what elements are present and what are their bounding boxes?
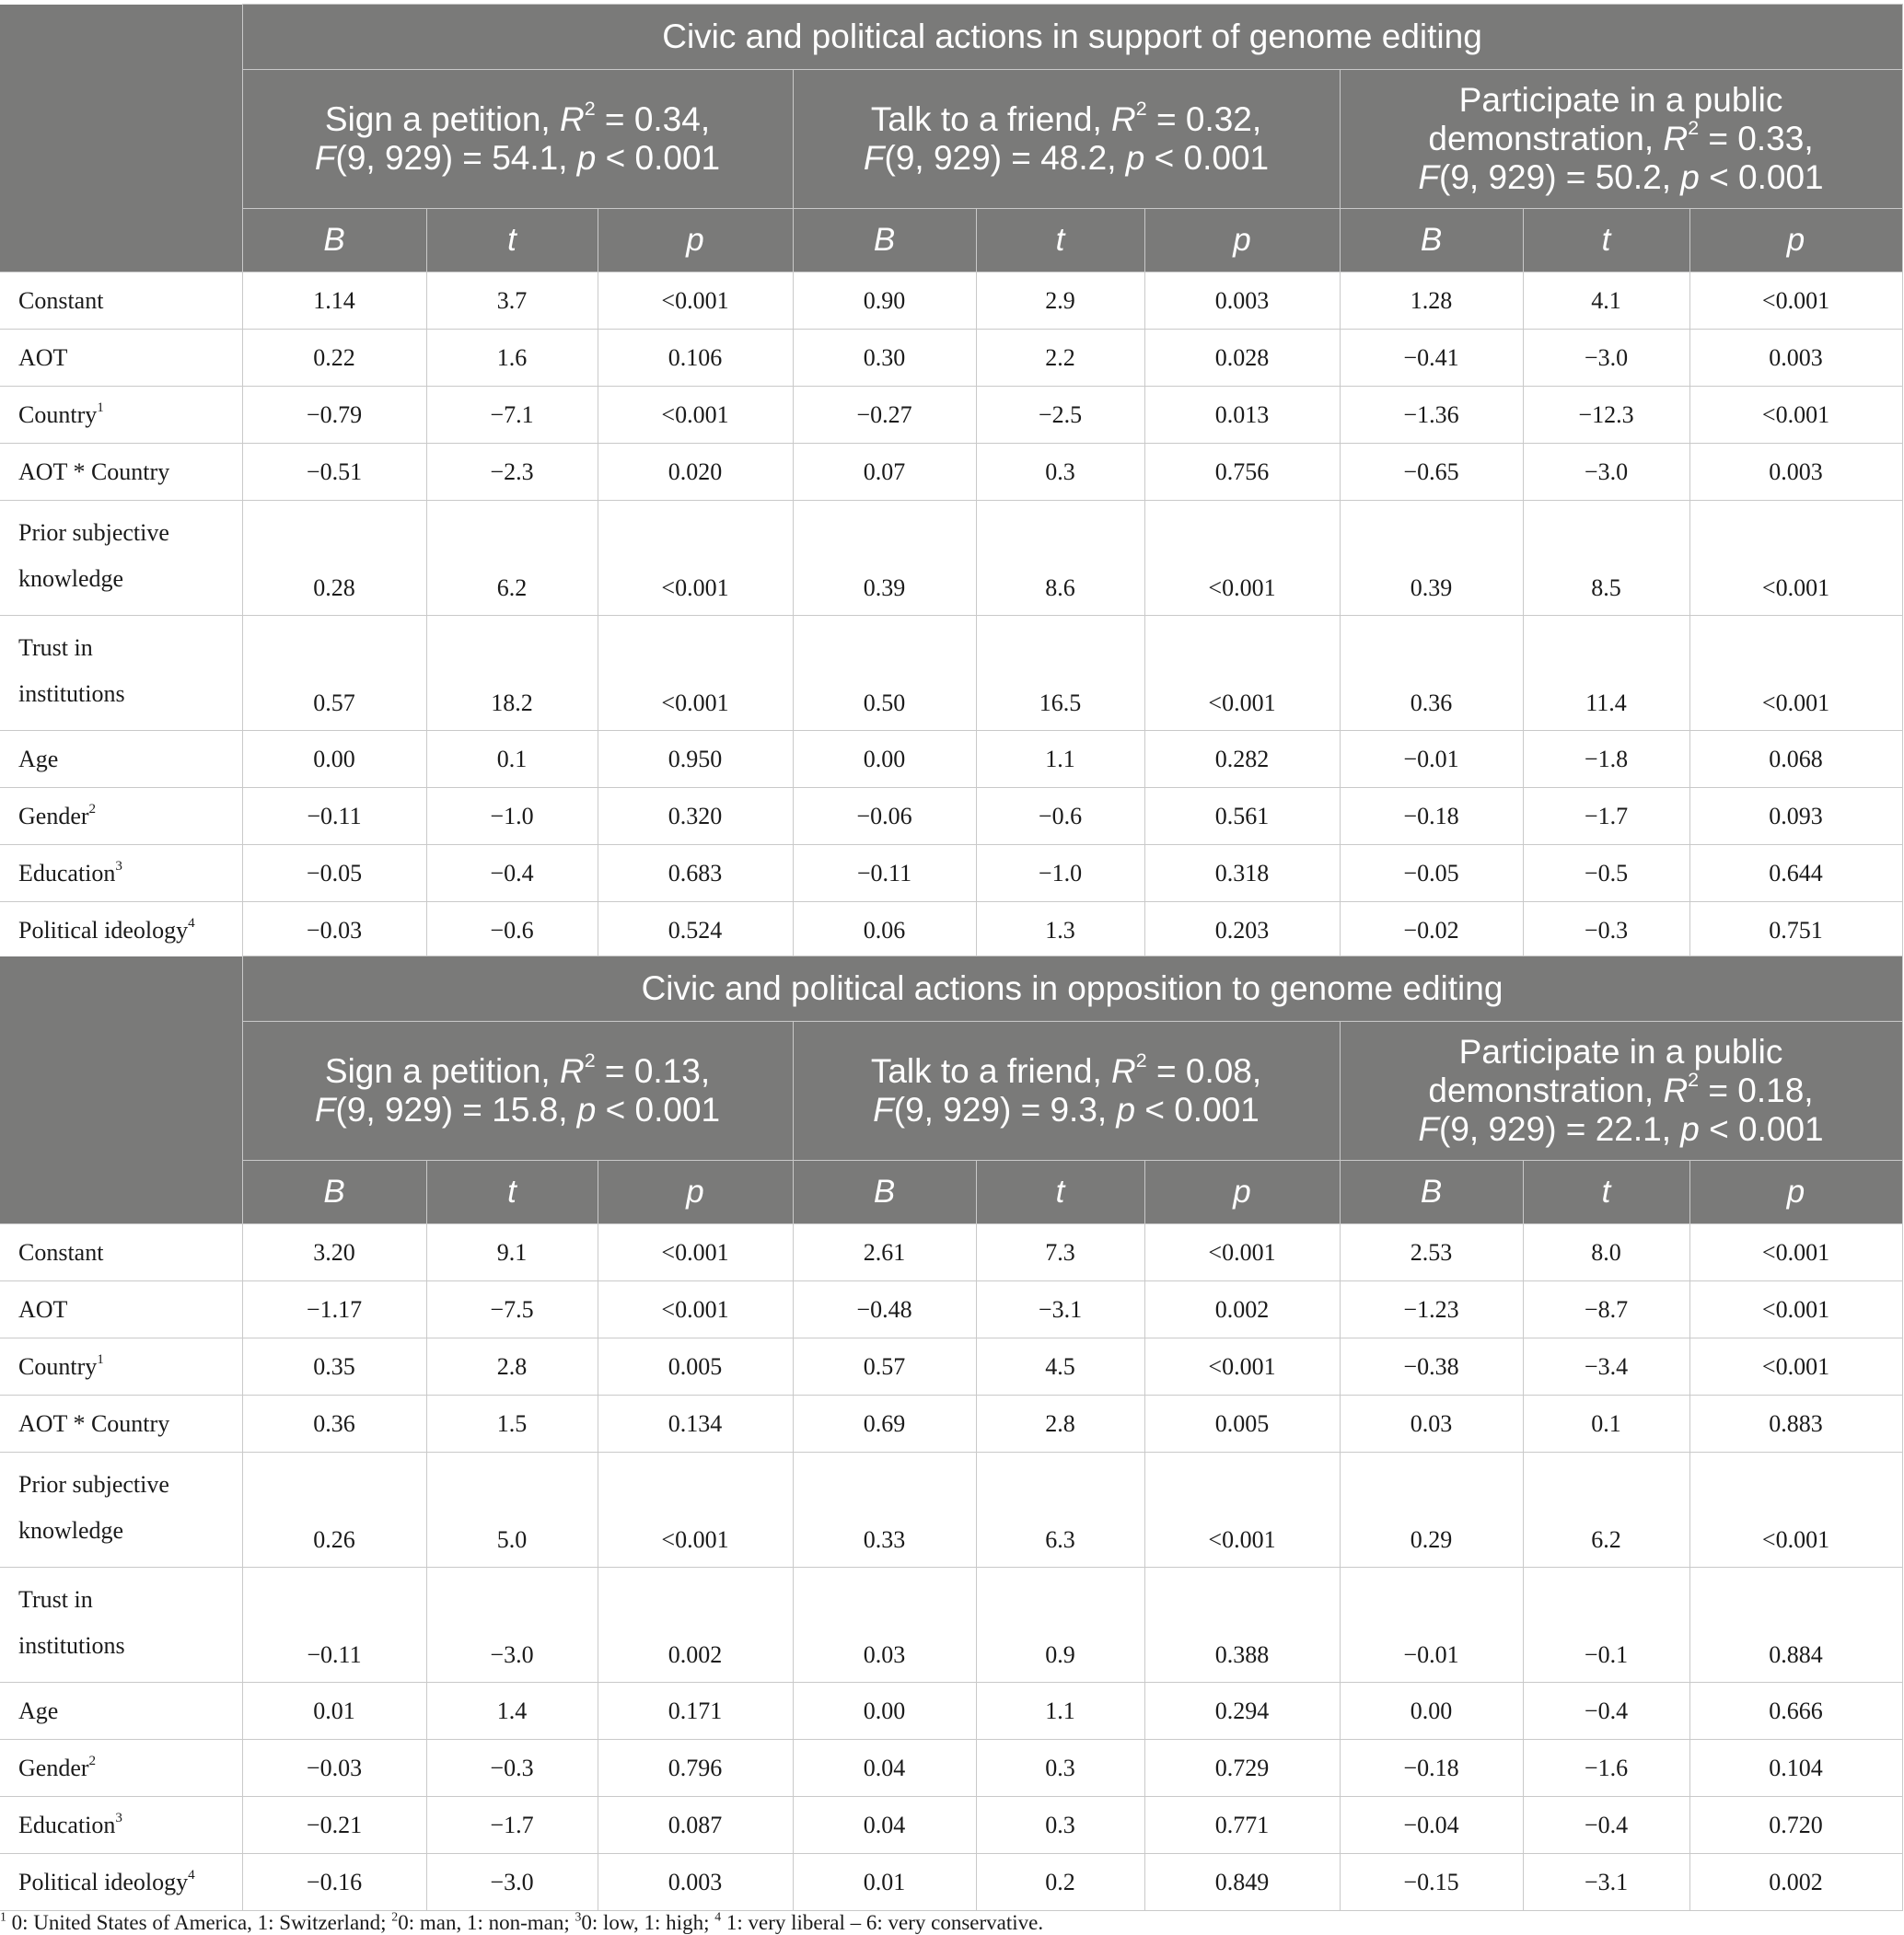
table-row [0, 731, 1902, 788]
table-row [0, 845, 1902, 902]
table-cell: 8.0 [1523, 1224, 1689, 1281]
table-cell: −0.1 [1523, 1568, 1689, 1683]
header-corner [0, 956, 242, 1224]
table-cell: −3.0 [426, 1854, 598, 1911]
table-cell: −0.4 [426, 845, 598, 902]
table-cell: 0.69 [793, 1396, 976, 1453]
row-label: Prior subjective knowledge [0, 1453, 242, 1568]
table-cell: 1.1 [976, 731, 1144, 788]
table-cell: −0.05 [1340, 845, 1523, 902]
table-cell: −0.01 [1340, 731, 1523, 788]
stat-header-p: p [1689, 1161, 1902, 1224]
stat-header-t: t [426, 1161, 598, 1224]
table-cell: 0.561 [1144, 788, 1340, 845]
footnote-text: 0: low, 1: high; [581, 1911, 715, 1934]
table-row [0, 1568, 1902, 1683]
table-cell: 0.294 [1144, 1683, 1340, 1740]
stat-header-p: p [598, 1161, 793, 1224]
table-cell: 4.1 [1523, 272, 1689, 330]
table-cell: <0.001 [1689, 1338, 1902, 1396]
table-cell: 0.644 [1689, 845, 1902, 902]
table-cell: 0.35 [242, 1338, 426, 1396]
footnote-text: 0: United States of America, 1: Switzerland; [6, 1911, 392, 1934]
table-cell: −1.7 [1523, 788, 1689, 845]
table-cell: 2.9 [976, 272, 1144, 330]
table-cell: 9.1 [426, 1224, 598, 1281]
group-title: Civic and political actions in opposition to genome editing [242, 956, 1902, 1022]
table-cell: <0.001 [1689, 1224, 1902, 1281]
table-cell: 0.3 [976, 444, 1144, 501]
table-cell: −0.79 [242, 387, 426, 444]
row-label: Age [0, 1683, 242, 1740]
table-cell: −1.8 [1523, 731, 1689, 788]
table-cell: −0.18 [1340, 1740, 1523, 1797]
table-row [0, 1854, 1902, 1911]
table-cell: 0.203 [1144, 902, 1340, 959]
table-cell: 0.00 [1340, 1683, 1523, 1740]
table-cell: 0.03 [1340, 1396, 1523, 1453]
stat-header-t: t [976, 209, 1144, 272]
table-cell: 0.00 [793, 731, 976, 788]
table-cell: −1.6 [1523, 1740, 1689, 1797]
table-cell: 18.2 [426, 616, 598, 731]
table-cell: <0.001 [598, 616, 793, 731]
model-header: Talk to a friend, $R^2 = 0.08$, F(9, 929) = 9.3, p < 0.001 [793, 1022, 1340, 1161]
table-cell: 2.53 [1340, 1224, 1523, 1281]
row-label: Gender$^2$ [0, 1740, 242, 1797]
table-cell: 0.318 [1144, 845, 1340, 902]
table-cell: −2.5 [976, 387, 1144, 444]
table-cell: 0.106 [598, 330, 793, 387]
table-cell: 0.26 [242, 1453, 426, 1568]
table-cell: −0.3 [1523, 902, 1689, 959]
table-cell: <0.001 [1144, 616, 1340, 731]
table-cell: −0.11 [793, 845, 976, 902]
table-cell: −1.7 [426, 1797, 598, 1854]
table-cell: −0.06 [793, 788, 976, 845]
regression-table [0, 4, 1903, 959]
table-cell: 0.950 [598, 731, 793, 788]
model-header: Participate in a public demonstration, $R^2 = 0.18$, F(9, 929) = 22.1, p < 0.001 [1340, 1022, 1902, 1161]
table-cell: −3.1 [976, 1281, 1144, 1338]
table-cell: −0.16 [242, 1854, 426, 1911]
model-header: Participate in a public demonstration, $R^2 = 0.33$, F(9, 929) = 50.2, p < 0.001 [1340, 70, 1902, 209]
table-cell: 0.666 [1689, 1683, 1902, 1740]
table-cell: 0.883 [1689, 1396, 1902, 1453]
table-cell: <0.001 [1689, 1453, 1902, 1568]
row-label: Education$^3$ [0, 1797, 242, 1854]
footnote-marker: 2 [391, 1909, 399, 1924]
table-cell: 5.0 [426, 1453, 598, 1568]
table-cell: 0.720 [1689, 1797, 1902, 1854]
table-cell: 0.30 [793, 330, 976, 387]
table-cell: 0.002 [1144, 1281, 1340, 1338]
table-cell: 0.3 [976, 1797, 1144, 1854]
table-cell: 0.729 [1144, 1740, 1340, 1797]
table-cell: <0.001 [598, 501, 793, 616]
table-cell: 1.6 [426, 330, 598, 387]
table-cell: 0.04 [793, 1740, 976, 1797]
table-cell: 0.524 [598, 902, 793, 959]
table-cell: −0.5 [1523, 845, 1689, 902]
table-cell: 0.003 [1689, 444, 1902, 501]
regression-table [0, 956, 1903, 1911]
row-label: Trust in institutions [0, 616, 242, 731]
row-label: Constant [0, 272, 242, 330]
table-cell: −3.0 [1523, 330, 1689, 387]
table-cell: 2.8 [426, 1338, 598, 1396]
row-label: Trust in institutions [0, 1568, 242, 1683]
table-cell: 0.003 [598, 1854, 793, 1911]
table-cell: 0.104 [1689, 1740, 1902, 1797]
stat-header-b: B [1340, 209, 1523, 272]
table-cell: 0.01 [242, 1683, 426, 1740]
stat-header-p: p [1144, 1161, 1340, 1224]
table-row [0, 444, 1902, 501]
table-cell: −1.36 [1340, 387, 1523, 444]
table-cell: 0.028 [1144, 330, 1340, 387]
table-cell: 0.36 [1340, 616, 1523, 731]
table-cell: 0.320 [598, 788, 793, 845]
row-label: Prior subjective knowledge [0, 501, 242, 616]
row-label: AOT * Country [0, 444, 242, 501]
row-label: Gender$^2$ [0, 788, 242, 845]
table-cell: 0.36 [242, 1396, 426, 1453]
row-label: Education$^3$ [0, 845, 242, 902]
table-cell: −0.65 [1340, 444, 1523, 501]
table-cell: 2.8 [976, 1396, 1144, 1453]
row-label: Country$^1$ [0, 1338, 242, 1396]
table-cell: 0.884 [1689, 1568, 1902, 1683]
table-cell: −0.04 [1340, 1797, 1523, 1854]
table-cell: −0.21 [242, 1797, 426, 1854]
table-row [0, 1338, 1902, 1396]
table-cell: <0.001 [598, 387, 793, 444]
row-label: Country$^1$ [0, 387, 242, 444]
table-cell: −0.38 [1340, 1338, 1523, 1396]
table-cell: −0.11 [242, 788, 426, 845]
row-label: Age [0, 731, 242, 788]
table-cell: 0.171 [598, 1683, 793, 1740]
table-cell: −0.51 [242, 444, 426, 501]
table-row [0, 788, 1902, 845]
table-cell: 0.9 [976, 1568, 1144, 1683]
footnote-marker: 3 [575, 1909, 582, 1924]
table-cell: 8.6 [976, 501, 1144, 616]
table-row [0, 1453, 1902, 1568]
table-cell: −3.1 [1523, 1854, 1689, 1911]
table-cell: 0.90 [793, 272, 976, 330]
table-row [0, 387, 1902, 444]
table-cell: −0.3 [426, 1740, 598, 1797]
table-cell: 0.28 [242, 501, 426, 616]
table-cell: 2.61 [793, 1224, 976, 1281]
stat-header-b: B [242, 1161, 426, 1224]
footnote-text: 0: man, 1: non-man; [398, 1911, 575, 1934]
table-row [0, 1281, 1902, 1338]
table-cell: 2.2 [976, 330, 1144, 387]
stat-header-t: t [426, 209, 598, 272]
row-label: AOT [0, 330, 242, 387]
table-cell: 0.03 [793, 1568, 976, 1683]
table-cell: 0.29 [1340, 1453, 1523, 1568]
table-cell: 0.849 [1144, 1854, 1340, 1911]
table-cell: −3.0 [426, 1568, 598, 1683]
table-cell: 0.3 [976, 1740, 1144, 1797]
table-cell: −0.18 [1340, 788, 1523, 845]
table-cell: 0.751 [1689, 902, 1902, 959]
table-cell: 0.1 [426, 731, 598, 788]
model-header: Sign a petition, $R^2 = 0.13$, F(9, 929) = 15.8, p < 0.001 [242, 1022, 793, 1161]
model-header: Sign a petition, $R^2 = 0.34$, F(9, 929) = 54.1, p < 0.001 [242, 70, 793, 209]
table-cell: 0.1 [1523, 1396, 1689, 1453]
table-cell: 0.068 [1689, 731, 1902, 788]
table-cell: 0.00 [242, 731, 426, 788]
table-cell: −0.6 [976, 788, 1144, 845]
table-cell: 0.020 [598, 444, 793, 501]
table-cell: −0.02 [1340, 902, 1523, 959]
table-cell: 6.2 [426, 501, 598, 616]
table-row [0, 1683, 1902, 1740]
table-cell: 0.756 [1144, 444, 1340, 501]
table-footnote [0, 1911, 1904, 1935]
table-row [0, 1740, 1902, 1797]
table-cell: <0.001 [1689, 272, 1902, 330]
table-cell: <0.001 [1689, 1281, 1902, 1338]
table-cell: 0.06 [793, 902, 976, 959]
table-cell: −2.3 [426, 444, 598, 501]
table-cell: 3.7 [426, 272, 598, 330]
stat-header-p: p [1689, 209, 1902, 272]
table-cell: 1.14 [242, 272, 426, 330]
stat-header-t: t [1523, 209, 1689, 272]
table-row [0, 616, 1902, 731]
table-cell: <0.001 [1144, 1224, 1340, 1281]
table-cell: −0.11 [242, 1568, 426, 1683]
table-cell: 0.087 [598, 1797, 793, 1854]
table-cell: −1.23 [1340, 1281, 1523, 1338]
table-cell: 0.005 [598, 1338, 793, 1396]
table-cell: −8.7 [1523, 1281, 1689, 1338]
table-cell: −0.03 [242, 902, 426, 959]
table-cell: 0.134 [598, 1396, 793, 1453]
table-row [0, 902, 1902, 959]
table-cell: −3.4 [1523, 1338, 1689, 1396]
row-label: AOT [0, 1281, 242, 1338]
table-row [0, 330, 1902, 387]
table-row [0, 1396, 1902, 1453]
table-cell: 8.5 [1523, 501, 1689, 616]
stat-header-t: t [976, 1161, 1144, 1224]
table-cell: −0.05 [242, 845, 426, 902]
table-cell: 0.39 [793, 501, 976, 616]
table-cell: 0.005 [1144, 1396, 1340, 1453]
stat-header-b: B [1340, 1161, 1523, 1224]
table-cell: −1.0 [976, 845, 1144, 902]
table-cell: <0.001 [598, 272, 793, 330]
table-cell: 0.00 [793, 1683, 976, 1740]
model-header: Talk to a friend, $R^2 = 0.32$, F(9, 929) = 48.2, p < 0.001 [793, 70, 1340, 209]
table-cell: <0.001 [598, 1224, 793, 1281]
footnote-marker: 4 [714, 1909, 722, 1924]
table-cell: 0.771 [1144, 1797, 1340, 1854]
table-cell: 1.5 [426, 1396, 598, 1453]
table-cell: −0.4 [1523, 1797, 1689, 1854]
table-row [0, 501, 1902, 616]
table-cell: 0.57 [793, 1338, 976, 1396]
table-cell: 0.39 [1340, 501, 1523, 616]
table-cell: 0.388 [1144, 1568, 1340, 1683]
table-cell: <0.001 [1689, 616, 1902, 731]
row-label: Political ideology$^4$ [0, 902, 242, 959]
table-cell: <0.001 [1689, 501, 1902, 616]
table-cell: −7.1 [426, 387, 598, 444]
group-title: Civic and political actions in support of genome editing [242, 5, 1902, 70]
table-cell: <0.001 [1144, 1338, 1340, 1396]
table-cell: −0.4 [1523, 1683, 1689, 1740]
table-cell: 0.003 [1144, 272, 1340, 330]
table-cell: 0.50 [793, 616, 976, 731]
stat-header-b: B [242, 209, 426, 272]
row-label: AOT * Country [0, 1396, 242, 1453]
table-cell: <0.001 [1689, 387, 1902, 444]
stat-header-b: B [793, 1161, 976, 1224]
table-cell: 0.683 [598, 845, 793, 902]
table-cell: <0.001 [598, 1281, 793, 1338]
table-cell: 0.2 [976, 1854, 1144, 1911]
table-cell: 1.1 [976, 1683, 1144, 1740]
table-cell: −0.15 [1340, 1854, 1523, 1911]
table-cell: −0.41 [1340, 330, 1523, 387]
stat-header-p: p [598, 209, 793, 272]
header-corner [0, 5, 242, 272]
table-row [0, 1224, 1902, 1281]
footnote-marker: 1 [0, 1909, 6, 1924]
row-label: Constant [0, 1224, 242, 1281]
table-cell: 0.01 [793, 1854, 976, 1911]
table-cell: <0.001 [598, 1453, 793, 1568]
table-cell: 0.07 [793, 444, 976, 501]
table-cell: <0.001 [1144, 501, 1340, 616]
table-cell: 1.28 [1340, 272, 1523, 330]
stat-header-b: B [793, 209, 976, 272]
table-cell: 0.003 [1689, 330, 1902, 387]
table-cell: −0.6 [426, 902, 598, 959]
table-cell: 16.5 [976, 616, 1144, 731]
table-cell: 1.4 [426, 1683, 598, 1740]
table-cell: 3.20 [242, 1224, 426, 1281]
table-cell: −3.0 [1523, 444, 1689, 501]
table-cell: 0.093 [1689, 788, 1902, 845]
table-cell: −0.48 [793, 1281, 976, 1338]
table-cell: −7.5 [426, 1281, 598, 1338]
table-cell: 6.3 [976, 1453, 1144, 1568]
table-cell: 6.2 [1523, 1453, 1689, 1568]
table-cell: <0.001 [1144, 1453, 1340, 1568]
table-cell: −0.01 [1340, 1568, 1523, 1683]
table-cell: 4.5 [976, 1338, 1144, 1396]
stat-header-p: p [1144, 209, 1340, 272]
table-cell: −12.3 [1523, 387, 1689, 444]
table-row [0, 272, 1902, 330]
stat-header-t: t [1523, 1161, 1689, 1224]
table-cell: −0.27 [793, 387, 976, 444]
table-cell: 0.22 [242, 330, 426, 387]
table-cell: 7.3 [976, 1224, 1144, 1281]
table-cell: 0.04 [793, 1797, 976, 1854]
table-cell: −0.03 [242, 1740, 426, 1797]
footnote-text: 1: very liberal – 6: very conservative. [721, 1911, 1044, 1934]
table-cell: 11.4 [1523, 616, 1689, 731]
table-cell: −1.0 [426, 788, 598, 845]
table-cell: −1.17 [242, 1281, 426, 1338]
table-cell: 1.3 [976, 902, 1144, 959]
table-row [0, 1797, 1902, 1854]
table-cell: 0.013 [1144, 387, 1340, 444]
table-cell: 0.33 [793, 1453, 976, 1568]
table-cell: 0.796 [598, 1740, 793, 1797]
row-label: Political ideology$^4$ [0, 1854, 242, 1911]
table-cell: 0.282 [1144, 731, 1340, 788]
table-cell: 0.002 [1689, 1854, 1902, 1911]
table-cell: 0.002 [598, 1568, 793, 1683]
table-cell: 0.57 [242, 616, 426, 731]
